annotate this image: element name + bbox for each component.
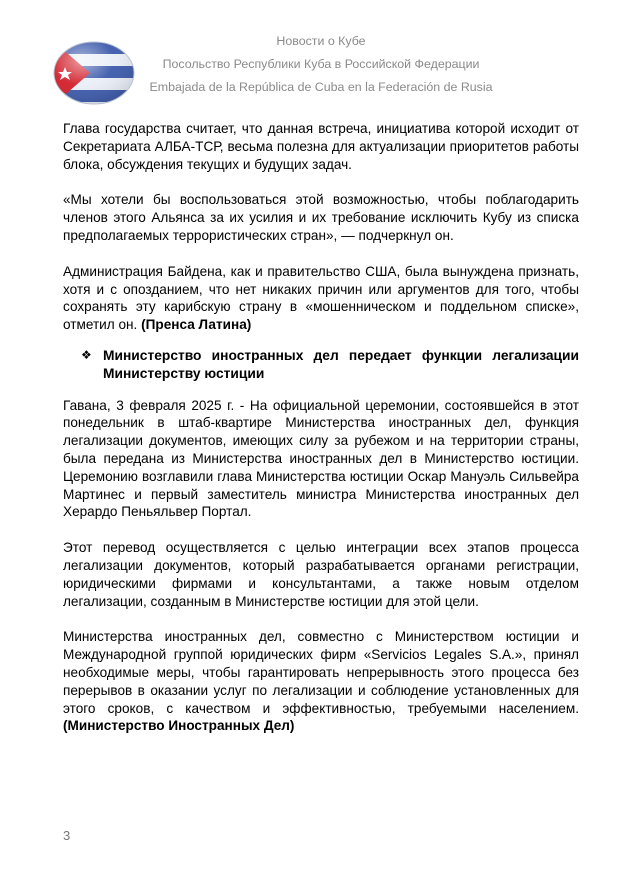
article1-paragraph-1: Глава государства считает, что данная встреча, инициатива которой исходит от Секретариата АЛБА-ТСР, весьма полезна для актуализации приоритетов работы блока, обсуждения текущих и будущих задач. [63, 121, 579, 172]
article1-paragraph-2: «Мы хотели бы воспользоваться этой возможностью, чтобы поблагодарить членов этого Альянса за их усилия и их требование исключить Кубу из списка предполагаемых террористических стран», — подчеркнул он. [63, 192, 579, 243]
page-content [63, 120, 579, 735]
page-number: 3 [63, 828, 71, 843]
diamond-bullet-icon: ❖ [81, 347, 92, 362]
article1-paragraph-3 [63, 263, 579, 334]
header-newsletter-title: Новости о Кубе [276, 34, 366, 48]
article1-source: (Пренса Латина) [141, 317, 252, 333]
article2-paragraph-3-text: Министерства иностранных дел, совместно с Министерством юстиции и Международной группой юридических фирм «Servicios Legales S.A.», принял необходимые меры, чтобы гарантировать непрерывность этого процесса без перерывов в оказании услуг по легализации и соблюдение установленных для этого сроков, с качеством и эффективностью, требуемыми населением. [63, 629, 579, 716]
article2-paragraph-2: Этот перевод осуществляется с целью интеграции всех этапов процесса легализации документов, который разрабатывается органами регистрации, юридическими фирмами и консультантами, а также новым отделом легализации, созданным в Министерстве юстиции для этой цели. [63, 540, 579, 609]
header-embassy-russian: Посольство Республики Куба в Российской Федерации [162, 57, 480, 71]
page-header [0, 0, 625, 100]
header-embassy-spanish: Embajada de la República de Cuba en la Federación de Rusia [149, 80, 493, 94]
article2-paragraph-1: Гавана, 3 февраля 2025 г. - На официальной церемонии, состоявшейся в этот понедельник в штаб-квартире Министерства иностранных дел, функция легализации документов, имеющих силу за рубежом и на территории страны, была передана из Министерства иностранных дел в Министерство юстиции. Церемонию возглавили глава Министерства юстиции Оскар Мануэль Сильвейра Мартинес и первый заместитель министра Министерства иностранных дел Херардо Пеньяльвер Портал. [63, 397, 579, 520]
cuban-flag-sphere-icon [52, 40, 136, 106]
article1-paragraph-3-text: Администрация Байдена, как и правительство США, была вынуждена признать, хотя и с опозданием, что нет никаких причин или аргументов для того, чтобы сохранять эту карибскую страну в «мошенническом и поддельном списке», отметил он. [63, 263, 579, 333]
article2-paragraph-3 [63, 628, 579, 735]
article2-source: (Министерство Иностранных Дел) [63, 718, 295, 734]
article2-heading [63, 347, 579, 383]
article2-title: Министерство иностранных дел передает функции легализации Министерству юстиции [103, 347, 579, 381]
